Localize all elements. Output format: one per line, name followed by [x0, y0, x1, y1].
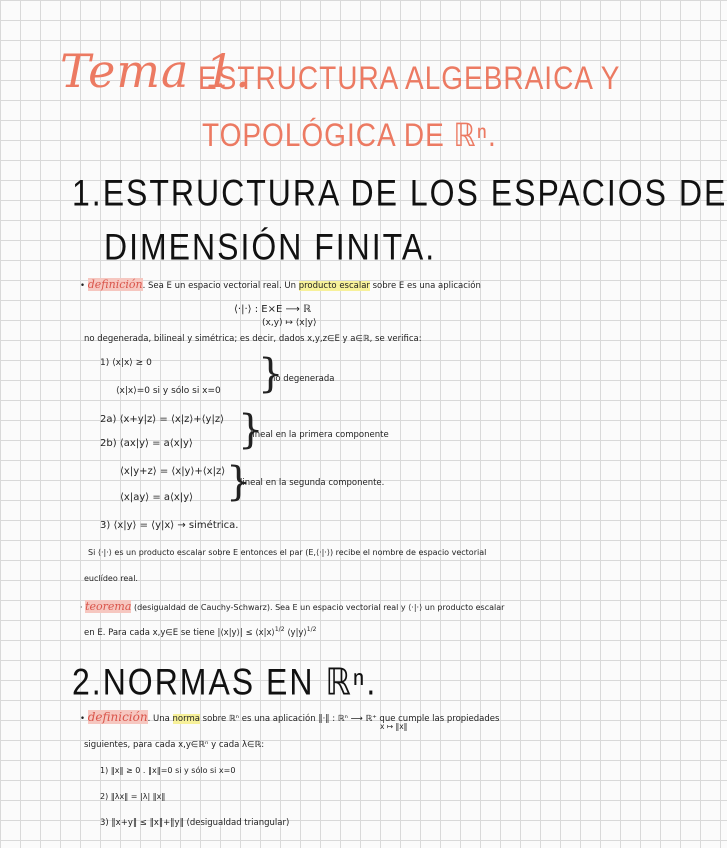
property-2-note-2: lineal en la segunda componente.	[240, 478, 385, 488]
theorem-line-1	[80, 600, 504, 613]
brace-3: }	[226, 459, 252, 505]
bullet: ·	[80, 603, 83, 612]
theorem-term: teorema	[85, 600, 132, 613]
norm-property-2: 2) ‖λx‖ = |λ| ‖x‖	[100, 792, 166, 801]
theorem-text-1: (desigualdad de Cauchy-Schwarz). Sea E un espacio vectorial real y ⟨·|·⟩ un producto escalar	[133, 603, 505, 612]
theorem-exponent-1: 1/2	[274, 626, 285, 633]
norm-property-1: 1) ‖x‖ ≥ 0 . ‖x‖=0 si y sólo si x=0	[100, 766, 236, 775]
tema-title: Tema 1.	[60, 44, 251, 98]
section-1-heading-line-2: DIMENSIÓN FINITA.	[104, 226, 437, 268]
section-2-heading: 2.NORMAS EN ℝⁿ.	[72, 661, 378, 703]
property-1-note: no degenerada	[270, 374, 335, 384]
property-2b: 2b) ⟨ax|y⟩ = a⟨x|y⟩	[100, 438, 193, 449]
definition-term: definición	[87, 278, 143, 291]
definition-text-1: . Sea E un espacio vectorial real. Un	[142, 281, 297, 291]
euclidean-space-line-2: euclídeo real.	[84, 574, 138, 583]
map-line-2: (x,y) ↦ ⟨x|y⟩	[262, 318, 317, 328]
section-1-heading-line-1: 1.ESTRUCTURA DE LOS ESPACIOS DE	[72, 172, 727, 214]
norm-property-3: 3) ‖x+y‖ ≤ ‖x‖+‖y‖ (desigualdad triangular)	[100, 818, 290, 828]
definition-2-text-2: sobre ℝⁿ es una aplicación ‖·‖ : ℝⁿ ⟶ ℝ⁺ que cumple las propiedades	[202, 714, 500, 724]
title-line-2: TOPOLÓGICA DE ℝⁿ.	[202, 117, 497, 153]
brace-2: }	[238, 407, 264, 453]
highlight-norma: norma	[172, 714, 200, 724]
title-line-1: ESTRUCTURA ALGEBRAICA Y	[198, 60, 621, 96]
definition-2-text-1: . Una	[147, 714, 170, 724]
theorem-text-2: en E. Para cada x,y∈E se tiene |⟨x|y⟩| ≤ ⟨x|x⟩	[84, 627, 275, 638]
property-2c: ⟨x|y+z⟩ = ⟨x|y⟩+⟨x|z⟩	[120, 466, 226, 477]
brace-1: }	[258, 351, 284, 397]
theorem-line-2	[84, 626, 316, 638]
definition-2-line-1	[80, 710, 499, 724]
map-line-1: ⟨·|·⟩ : E×E ⟶ ℝ	[234, 304, 311, 315]
property-2-note: lineal en la primera componente	[250, 430, 389, 440]
property-1a: 1) ⟨x|x⟩ ≥ 0	[100, 358, 152, 368]
theorem-exponent-2: 1/2	[306, 626, 317, 633]
bullet: •	[80, 714, 86, 724]
highlight-producto-escalar: producto escalar	[298, 281, 370, 291]
property-2d: ⟨x|ay⟩ = a⟨x|y⟩	[120, 492, 194, 503]
definition-2-term: definición	[87, 710, 148, 724]
conditions-line: no degenerada, bilineal y simétrica; es decir, dados x,y,z∈E y a∈ℝ, se verifica:	[84, 334, 422, 344]
definition-1-line-1	[80, 278, 481, 291]
property-3: 3) ⟨x|y⟩ = ⟨y|x⟩ → simétrica.	[100, 520, 239, 531]
theorem-text-3: ⟨y|y⟩	[287, 627, 307, 638]
definition-2-line-2: siguientes, para cada x,y∈ℝⁿ y cada λ∈ℝ:	[84, 740, 265, 750]
bullet: •	[80, 281, 86, 291]
norm-map-line: x ↦ ‖x‖	[380, 722, 408, 731]
property-2a: 2a) ⟨x+y|z⟩ = ⟨x|z⟩+⟨y|z⟩	[100, 414, 224, 425]
euclidean-space-line-1: Si ⟨·|·⟩ es un producto escalar sobre E entonces el par (E,⟨·|·⟩) recibe el nombre de espacio vectorial	[88, 548, 487, 557]
property-1b: ⟨x|x⟩=0 si y sólo si x=0	[116, 386, 221, 396]
definition-text-2: sobre E es una aplicación	[372, 281, 481, 291]
